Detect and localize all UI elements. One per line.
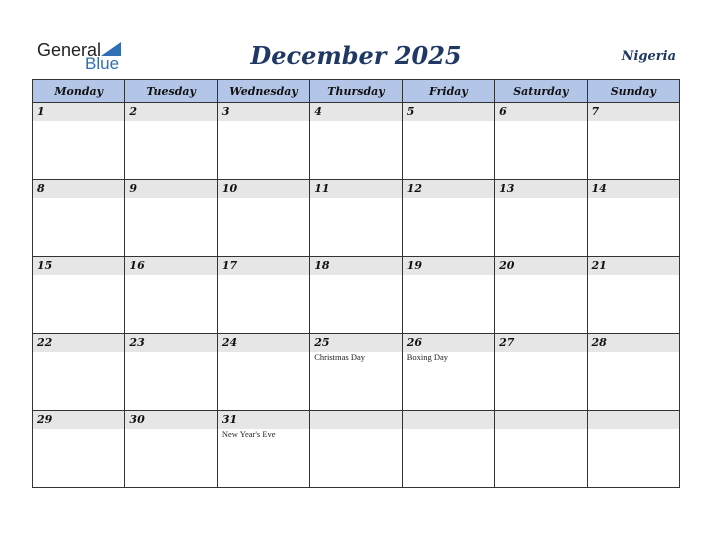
week-row <box>33 180 680 257</box>
day-cell <box>125 334 217 411</box>
day-cell <box>125 103 217 180</box>
day-cell <box>33 411 125 488</box>
holiday-label: Christmas Day <box>314 352 366 362</box>
weekday-header: Saturday <box>495 80 587 103</box>
day-number <box>588 411 679 429</box>
day-cell <box>587 257 679 334</box>
day-number: 23 <box>125 334 216 352</box>
holiday-label: New Year's Eve <box>221 429 276 439</box>
week-row <box>33 334 680 411</box>
day-cell <box>402 334 494 411</box>
day-number: 14 <box>588 180 679 198</box>
day-number: 28 <box>588 334 679 352</box>
day-number: 25 <box>310 334 401 352</box>
day-cell <box>587 103 679 180</box>
day-number: 4 <box>310 103 401 121</box>
logo-general-text: General <box>37 40 102 60</box>
day-cell <box>217 180 309 257</box>
day-number: 26 <box>403 334 494 352</box>
day-cell <box>125 411 217 488</box>
day-number: 27 <box>495 334 586 352</box>
weekday-header: Tuesday <box>125 80 217 103</box>
day-number: 16 <box>125 257 216 275</box>
day-cell <box>495 180 587 257</box>
day-number <box>495 411 586 429</box>
day-cell <box>310 180 402 257</box>
day-number: 24 <box>218 334 309 352</box>
day-cell <box>310 103 402 180</box>
weekday-header-row <box>33 80 680 103</box>
day-number: 6 <box>495 103 586 121</box>
calendar-title: December 2025 <box>250 41 462 70</box>
weekday-header: Wednesday <box>217 80 309 103</box>
day-number <box>403 411 494 429</box>
day-cell <box>587 334 679 411</box>
day-cell <box>402 411 494 488</box>
day-number: 3 <box>218 103 309 121</box>
day-number: 20 <box>495 257 586 275</box>
day-number: 19 <box>403 257 494 275</box>
day-cell <box>310 411 402 488</box>
day-cell <box>125 257 217 334</box>
day-cell <box>495 257 587 334</box>
day-cell <box>310 257 402 334</box>
calendar-grid <box>32 79 680 488</box>
day-cell <box>402 257 494 334</box>
day-cell <box>402 103 494 180</box>
week-row <box>33 103 680 180</box>
day-cell <box>587 411 679 488</box>
day-cell <box>217 411 309 488</box>
country-label: Nigeria <box>621 49 676 64</box>
week-row <box>33 411 680 488</box>
weekday-header: Sunday <box>587 80 679 103</box>
day-number: 30 <box>125 411 216 429</box>
day-cell <box>587 180 679 257</box>
day-number: 9 <box>125 180 216 198</box>
day-cell <box>217 257 309 334</box>
day-number: 1 <box>33 103 124 121</box>
day-cell <box>495 411 587 488</box>
day-cell <box>217 103 309 180</box>
day-number <box>310 411 401 429</box>
day-number: 15 <box>33 257 124 275</box>
day-cell <box>33 257 125 334</box>
day-cell <box>495 103 587 180</box>
day-cell <box>33 180 125 257</box>
day-number: 18 <box>310 257 401 275</box>
day-number: 7 <box>588 103 679 121</box>
day-number: 31 <box>218 411 309 429</box>
holiday-label: Boxing Day <box>406 352 449 362</box>
day-number: 2 <box>125 103 216 121</box>
day-cell <box>125 180 217 257</box>
day-number: 22 <box>33 334 124 352</box>
day-number: 12 <box>403 180 494 198</box>
weekday-header: Monday <box>33 80 125 103</box>
day-number: 5 <box>403 103 494 121</box>
day-number: 10 <box>218 180 309 198</box>
day-number: 29 <box>33 411 124 429</box>
day-number: 17 <box>218 257 309 275</box>
weekday-header: Friday <box>402 80 494 103</box>
logo-blue-text: Blue <box>85 54 120 73</box>
day-cell <box>33 103 125 180</box>
day-cell <box>402 180 494 257</box>
calendar-body <box>33 103 680 488</box>
day-number: 11 <box>310 180 401 198</box>
weekday-header: Thursday <box>310 80 402 103</box>
day-cell <box>310 334 402 411</box>
week-row <box>33 257 680 334</box>
day-number: 13 <box>495 180 586 198</box>
day-number: 8 <box>33 180 124 198</box>
day-cell <box>217 334 309 411</box>
day-number: 21 <box>588 257 679 275</box>
day-cell <box>33 334 125 411</box>
day-cell <box>495 334 587 411</box>
